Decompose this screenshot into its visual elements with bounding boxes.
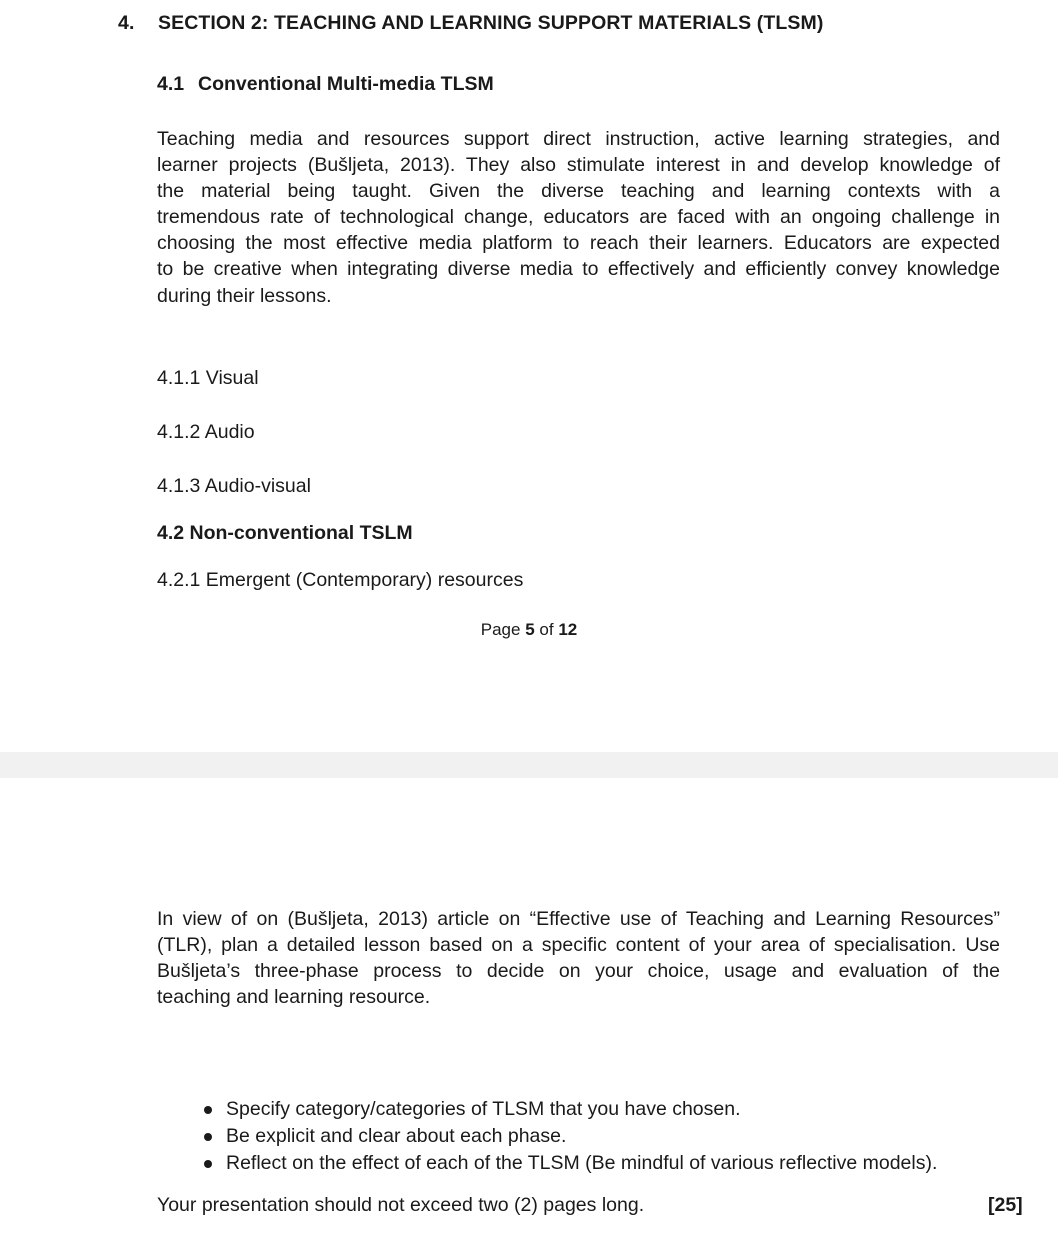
section-number: 4. [118, 12, 135, 34]
section-title: SECTION 2: TEACHING AND LEARNING SUPPORT MATERIALS (TLSM) [158, 12, 824, 34]
bullet-text: Reflect on the effect of each of the TLSM (Be mindful of various reflective models). [226, 1152, 938, 1174]
subsection-title: Conventional Multi-media TLSM [198, 73, 494, 95]
page-of-label: of [539, 620, 554, 639]
document-page-6 [0, 778, 1058, 1239]
bullet-text: Specify category/categories of TLSM that you have chosen. [226, 1098, 741, 1120]
bullet-icon [204, 1106, 212, 1114]
paragraph-line: the material being taught. Given the diverse teaching and learning contexts with a [157, 180, 1000, 203]
bullet-icon [204, 1160, 212, 1168]
paragraph-line: teaching and learning resource. [157, 986, 431, 1009]
paragraph-line: Teaching media and resources support direct instruction, active learning strategies, and [157, 128, 1000, 150]
paragraph-line: choosing the most effective media platform to reach their learners. Educators are expected [157, 232, 1000, 255]
subsection-heading-4-1 [157, 73, 494, 96]
page-limit-note: Your presentation should not exceed two (2) pages long. [157, 1194, 645, 1216]
bullet-item [200, 1123, 1020, 1150]
paragraph-line: learner projects (Bušljeta, 2013). They also stimulate interest in and develop knowledge of [157, 154, 1000, 177]
list-item-emergent-resources: 4.2.1 Emergent (Contemporary) resources [157, 569, 524, 591]
subsection-heading-4-2: 4.2 Non-conventional TSLM [157, 522, 413, 544]
list-item-audio-visual: 4.1.3 Audio-visual [157, 475, 311, 497]
intro-paragraph [157, 126, 1000, 309]
list-item-audio: 4.1.2 Audio [157, 421, 255, 443]
bullet-text: Be explicit and clear about each phase. [226, 1125, 567, 1147]
section-heading [118, 12, 823, 35]
marks-total: [25] [988, 1194, 1023, 1216]
task-paragraph [157, 906, 1000, 1010]
bullet-item [200, 1150, 1020, 1177]
page-label: Page [480, 620, 521, 639]
paragraph-line: to be creative when integrating diverse media to effectively and efficiently convey knowledge [157, 258, 1000, 281]
paragraph-line: (TLR), plan a detailed lesson based on a specific content of your area of specialisation. Use [157, 934, 1000, 957]
paragraph-line: during their lessons. [157, 284, 332, 307]
current-page-number: 5 [525, 620, 535, 639]
page-separator [0, 752, 1058, 778]
paragraph-line: Bušljeta’s three-phase process to decide on your choice, usage and evaluation of the [157, 960, 1000, 983]
paragraph-line: In view of on (Bušljeta, 2013) article on “Effective use of Teaching and Learning Resources” [157, 908, 1000, 930]
subsection-number: 4.1 [157, 73, 185, 95]
bullet-icon [204, 1133, 212, 1141]
paragraph-line: tremendous rate of technological change, educators are faced with an ongoing challenge in [157, 206, 1000, 229]
bullet-item [200, 1096, 1020, 1123]
task-bullet-list [200, 1096, 1020, 1177]
list-item-visual: 4.1.1 Visual [157, 367, 259, 389]
total-page-count: 12 [558, 620, 578, 639]
page-footer [0, 620, 1058, 640]
